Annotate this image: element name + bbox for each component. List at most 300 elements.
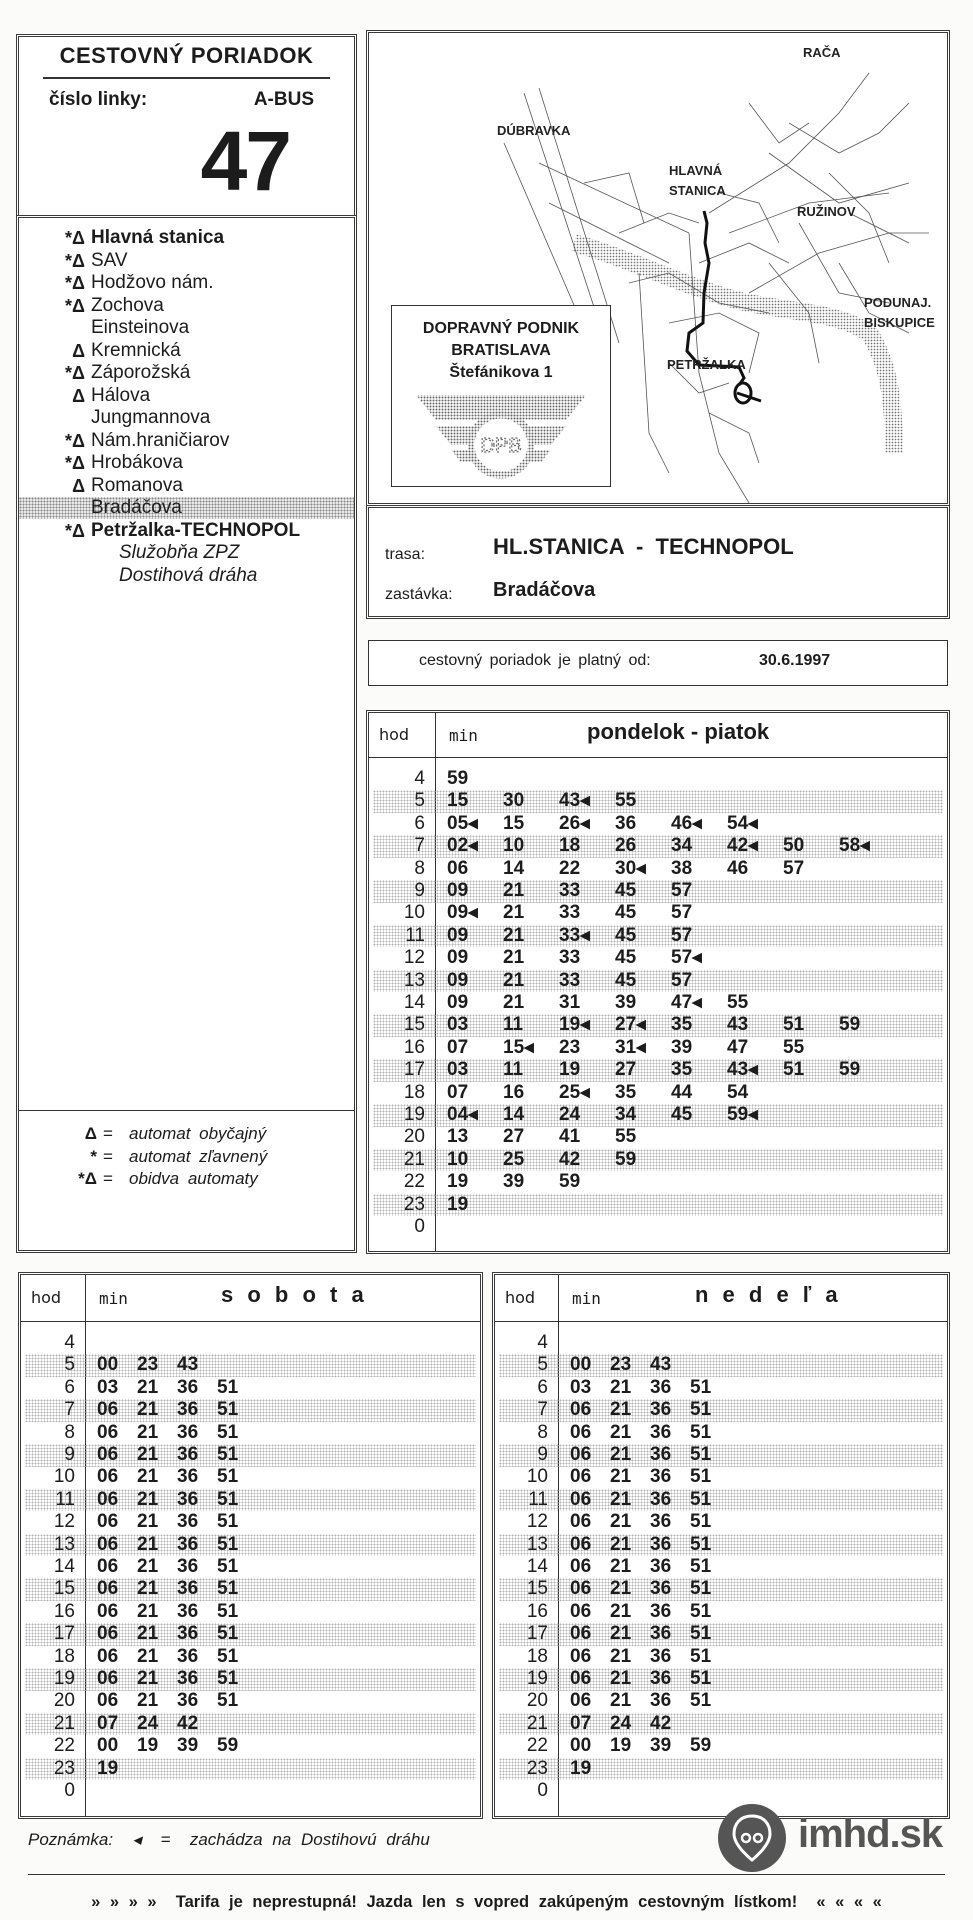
dpb-logo-icon — [411, 390, 591, 480]
timetable-row — [373, 1059, 943, 1082]
timetable-sunday — [492, 1272, 950, 1819]
departure-minute: 06 — [97, 1690, 119, 1712]
hour: 18 — [403, 1081, 425, 1103]
departure-minute: 51 — [217, 1444, 239, 1465]
departure-minute: 21 — [503, 969, 525, 991]
hour-column-label: hod — [31, 1288, 62, 1307]
departure-minute: 36 — [177, 1376, 199, 1398]
stop-name: Hlavná stanica — [91, 227, 225, 248]
departures — [97, 1713, 217, 1736]
vehicle-type: A-BUS — [253, 89, 314, 110]
departure-minute: 21 — [137, 1511, 159, 1533]
departure-minute: 23 — [610, 1354, 632, 1376]
ticket-machine-icon: Δ — [72, 475, 85, 496]
departure-minute: 42 — [559, 1148, 581, 1170]
departures — [447, 947, 727, 970]
stop-name: Služobňa ZPZ — [119, 542, 240, 563]
departure-minute: 36 — [650, 1399, 672, 1421]
map-label-podunaj-2: BISKUPICE — [864, 315, 935, 330]
hour: 10 — [53, 1466, 75, 1488]
timetable-row — [373, 1171, 943, 1194]
timetable-row — [499, 1444, 943, 1467]
departure-minute: 36 — [177, 1421, 199, 1443]
departures — [570, 1511, 730, 1534]
departures — [570, 1623, 730, 1646]
departure-minute: 43 — [177, 1354, 199, 1376]
departures — [447, 992, 783, 1015]
timetable-header — [21, 1275, 480, 1322]
hour: 23 — [403, 1193, 425, 1215]
departure-minute: 31 — [559, 992, 581, 1013]
line-header — [16, 34, 357, 218]
departure-minute: 06 — [97, 1399, 119, 1421]
departure-minute: 51 — [690, 1578, 712, 1600]
stop-name: Hodžovo nám. — [91, 272, 214, 293]
departures — [570, 1735, 730, 1758]
departure-minute: 51 — [783, 1014, 805, 1036]
note: Poznámka: ◂ = zachádza na Dostihovú dráhu — [28, 1830, 430, 1849]
timetable-row — [373, 1082, 943, 1105]
legend-text: automat obyčajný — [129, 1124, 267, 1143]
line-number: 47 — [200, 114, 290, 208]
timetable-row — [499, 1556, 943, 1579]
stop-name: Hálova — [91, 384, 151, 406]
departure-minute: 06 — [97, 1600, 119, 1622]
departure-minute: 51 — [690, 1533, 712, 1555]
timetable-row — [25, 1377, 476, 1400]
hour: 16 — [526, 1600, 548, 1622]
departure-minute: 57 — [783, 857, 805, 879]
departures — [447, 1037, 839, 1060]
hour: 8 — [414, 857, 425, 879]
departure-minute: 21 — [503, 924, 525, 946]
hour: 22 — [526, 1735, 548, 1757]
departures — [570, 1601, 730, 1624]
timetable-row — [25, 1735, 476, 1758]
departure-minute-via-dostihova: 25◂ — [559, 1081, 590, 1103]
departure-minute-via-dostihova: 54◂ — [727, 812, 758, 834]
timetable-row — [373, 768, 943, 791]
departure-minute: 21 — [137, 1488, 159, 1510]
departure-minute: 45 — [615, 902, 637, 924]
departure-minute: 09 — [447, 880, 469, 901]
departure-minute: 42 — [177, 1712, 199, 1734]
departure-minute: 26 — [615, 835, 637, 857]
hour: 11 — [405, 924, 425, 946]
departure-minute: 36 — [177, 1645, 199, 1667]
hour: 4 — [414, 768, 425, 789]
departure-minute: 57 — [671, 902, 693, 924]
timetable-row — [373, 1149, 943, 1172]
departure-minute-via-dostihova: 59◂ — [727, 1104, 758, 1125]
departure-minute: 23 — [559, 1036, 581, 1058]
departure-minute-via-dostihova: 27◂ — [615, 1014, 646, 1036]
timetable-row — [25, 1668, 476, 1691]
departure-minute-via-dostihova: 26◂ — [559, 812, 590, 834]
hour: 21 — [526, 1712, 548, 1734]
departure-minute: 21 — [503, 992, 525, 1013]
stop-item — [19, 407, 354, 429]
hour: 6 — [414, 812, 425, 834]
departure-minute: 51 — [690, 1488, 712, 1510]
hour: 5 — [64, 1354, 75, 1376]
timetable-row — [373, 992, 943, 1015]
hour: 9 — [537, 1444, 548, 1465]
departure-minute: 51 — [217, 1488, 239, 1510]
departures — [97, 1735, 257, 1758]
departure-minute: 21 — [610, 1488, 632, 1510]
timetable-row — [499, 1646, 943, 1669]
departure-minute: 21 — [610, 1511, 632, 1533]
timetable-header — [495, 1275, 947, 1322]
departure-minute: 22 — [559, 857, 581, 879]
hour: 22 — [403, 1171, 425, 1193]
departure-minute: 39 — [650, 1735, 672, 1757]
hour: 17 — [526, 1623, 548, 1645]
departures — [570, 1758, 610, 1781]
departure-minute-via-dostihova: 46◂ — [671, 812, 702, 834]
departure-minute: 21 — [503, 902, 525, 924]
departure-minute: 00 — [570, 1735, 592, 1757]
timetable-row — [373, 1014, 943, 1037]
departure-minute-via-dostihova: 43◂ — [727, 1059, 758, 1081]
departure-minute: 36 — [177, 1578, 199, 1600]
hour: 0 — [64, 1780, 75, 1801]
stop-name: Einsteinova — [91, 317, 190, 338]
departure-minute: 11 — [503, 1059, 524, 1081]
departure-minute: 51 — [690, 1623, 712, 1645]
departure-minute-via-dostihova: 09◂ — [447, 902, 478, 924]
departure-minute: 21 — [610, 1376, 632, 1398]
departure-minute: 51 — [690, 1466, 712, 1488]
hour: 19 — [403, 1104, 425, 1125]
legend-symbol: *Δ — [78, 1169, 97, 1188]
departure-minute-via-dostihova: 31◂ — [615, 1036, 646, 1058]
departures — [97, 1466, 257, 1489]
hour: 6 — [537, 1376, 548, 1398]
departure-minute: 03 — [447, 1014, 469, 1036]
timetable-row — [499, 1354, 943, 1377]
departure-minute: 36 — [177, 1668, 199, 1689]
departure-minute: 51 — [690, 1421, 712, 1443]
departure-minute: 21 — [503, 880, 525, 901]
timetable-row — [25, 1399, 476, 1422]
map-label-podunaj-1: PODUNAJ. — [864, 295, 932, 310]
validity — [368, 640, 948, 686]
departure-minute-via-dostihova: 05◂ — [447, 812, 478, 834]
departure-minute: 15 — [447, 790, 469, 812]
departure-minute: 35 — [671, 1014, 693, 1036]
timetable-row — [373, 813, 943, 836]
departure-minute: 21 — [610, 1690, 632, 1712]
departure-minute: 39 — [503, 1171, 525, 1193]
map-label-ruzinov: RUŽINOV — [797, 204, 856, 219]
departure-minute: 06 — [570, 1600, 592, 1622]
departure-minute: 21 — [137, 1421, 159, 1443]
departure-minute: 21 — [137, 1444, 159, 1465]
departure-minute: 19 — [137, 1735, 159, 1757]
timetable-row — [499, 1332, 943, 1355]
departures — [570, 1466, 730, 1489]
minute-column-label: min — [572, 1289, 601, 1308]
hour-column-label: hod — [505, 1288, 536, 1307]
departure-minute: 51 — [690, 1556, 712, 1577]
departures — [447, 813, 783, 836]
departures — [97, 1444, 257, 1467]
hour: 12 — [526, 1511, 548, 1533]
header-divider — [43, 77, 330, 79]
hour: 20 — [403, 1126, 425, 1148]
departures — [570, 1668, 730, 1691]
departures — [570, 1489, 730, 1512]
legend-item — [19, 1123, 319, 1145]
departure-minute: 19 — [559, 1059, 581, 1081]
map-label-petrzalka: PETRŽALKA — [667, 357, 746, 372]
hour: 0 — [414, 1216, 425, 1237]
departure-minute: 51 — [217, 1466, 239, 1488]
departure-minute: 45 — [615, 924, 637, 946]
departure-minute: 51 — [690, 1444, 712, 1465]
departure-minute: 06 — [570, 1623, 592, 1645]
departures — [447, 858, 839, 881]
departure-minute: 09 — [447, 947, 469, 969]
stop-item — [19, 565, 354, 587]
departure-minute: 21 — [610, 1600, 632, 1622]
minute-column-label: min — [449, 726, 478, 745]
departure-minute-via-dostihova: 04◂ — [447, 1104, 478, 1125]
departure-minute: 33 — [559, 902, 581, 924]
timetable-row — [25, 1758, 476, 1781]
footer-divider — [28, 1874, 945, 1875]
departure-minute: 41 — [559, 1126, 581, 1148]
departure-minute: 51 — [690, 1399, 712, 1421]
timetable-header — [369, 713, 947, 758]
departure-minute-via-dostihova: 30◂ — [615, 857, 646, 879]
timetable-row — [373, 925, 943, 948]
departure-minute: 06 — [570, 1511, 592, 1533]
departures — [97, 1489, 257, 1512]
departure-minute: 14 — [503, 1104, 525, 1125]
timetable-row — [25, 1646, 476, 1669]
departure-minute: 24 — [559, 1104, 581, 1125]
departure-minute: 15 — [503, 812, 525, 834]
map-label-dubravka: DÚBRAVKA — [497, 123, 571, 138]
departure-minute-via-dostihova: 19◂ — [559, 1014, 590, 1036]
timetable-row — [25, 1578, 476, 1601]
departure-minute: 19 — [610, 1735, 632, 1757]
timetable-row — [373, 1216, 943, 1239]
departures — [447, 1059, 895, 1082]
departure-minute: 06 — [97, 1466, 119, 1488]
departure-minute: 19 — [447, 1193, 469, 1215]
departure-minute: 06 — [97, 1623, 119, 1645]
departure-minute: 59 — [217, 1735, 239, 1757]
departure-minute: 06 — [97, 1556, 119, 1577]
stop-item — [19, 385, 354, 407]
departure-minute: 36 — [177, 1690, 199, 1712]
stop-item — [19, 250, 354, 272]
departures — [447, 768, 503, 791]
departure-minute: 06 — [97, 1578, 119, 1600]
operator-city: BRATISLAVA — [451, 342, 551, 359]
hour: 15 — [526, 1578, 548, 1600]
departure-minute: 34 — [615, 1104, 637, 1125]
departure-minute: 21 — [610, 1578, 632, 1600]
map-label-hlavna-1: HLAVNÁ — [669, 163, 723, 178]
minute-column-label: min — [99, 1289, 128, 1308]
timetable-row — [25, 1354, 476, 1377]
stop-name: Nám.hraničiarov — [91, 429, 230, 451]
departure-minute: 21 — [610, 1421, 632, 1443]
legend-symbol: * — [90, 1146, 97, 1166]
ticket-machine-icon: *Δ — [65, 520, 85, 541]
operator-name: DOPRAVNÝ PODNIK — [422, 320, 580, 337]
departure-minute: 06 — [570, 1556, 592, 1577]
stop-item — [19, 340, 354, 362]
day-type-title: pondelok - piatok — [587, 719, 770, 744]
departure-minute: 11 — [503, 1014, 524, 1036]
departure-minute: 06 — [570, 1444, 592, 1465]
departure-minute: 10 — [447, 1148, 469, 1170]
departures — [97, 1422, 257, 1445]
timetable-row — [499, 1623, 943, 1646]
hour: 17 — [53, 1623, 75, 1645]
timetable-row — [373, 1037, 943, 1060]
stop-item — [19, 452, 354, 474]
departure-minute: 21 — [137, 1623, 159, 1645]
departure-minute: 03 — [570, 1376, 592, 1398]
departure-minute: 51 — [217, 1399, 239, 1421]
departures — [447, 1104, 783, 1127]
departure-minute: 57 — [671, 880, 693, 901]
timetable-row — [25, 1713, 476, 1736]
hour: 9 — [64, 1444, 75, 1465]
departure-minute: 36 — [650, 1466, 672, 1488]
departures — [447, 902, 727, 925]
departure-minute: 59 — [839, 1014, 861, 1036]
departures — [570, 1578, 730, 1601]
departure-minute: 36 — [650, 1376, 672, 1398]
departure-minute: 21 — [137, 1690, 159, 1712]
departure-minute: 39 — [671, 1036, 693, 1058]
timetable-row — [373, 902, 943, 925]
departures — [97, 1354, 217, 1377]
hour: 14 — [526, 1556, 548, 1577]
timetable-row — [373, 1194, 943, 1217]
departure-minute: 06 — [570, 1690, 592, 1712]
departure-minute: 06 — [570, 1466, 592, 1488]
stop-name: Hrobákova — [91, 452, 183, 473]
departure-minute: 51 — [217, 1578, 239, 1600]
svg-text:DPB: DPB — [480, 435, 522, 457]
departure-minute: 36 — [650, 1578, 672, 1600]
hour: 18 — [53, 1645, 75, 1667]
legend-equals: = — [103, 1146, 113, 1166]
departures — [97, 1668, 257, 1691]
departure-minute: 44 — [671, 1081, 693, 1103]
timetable-row — [499, 1601, 943, 1624]
stop-name: Dostihová dráha — [119, 564, 258, 586]
departures — [97, 1377, 257, 1400]
hour: 5 — [414, 790, 425, 812]
hour: 10 — [526, 1466, 548, 1488]
departures — [447, 790, 671, 813]
departure-minute: 21 — [610, 1466, 632, 1488]
departure-minute: 21 — [610, 1623, 632, 1645]
departure-minute: 59 — [615, 1148, 637, 1170]
departure-minute: 51 — [690, 1668, 712, 1689]
departure-minute: 24 — [610, 1712, 632, 1734]
departures — [97, 1578, 257, 1601]
departure-minute: 36 — [650, 1533, 672, 1555]
departure-minute: 21 — [610, 1444, 632, 1465]
departure-minute: 21 — [610, 1556, 632, 1577]
departure-minute: 39 — [177, 1735, 199, 1757]
departure-minute: 45 — [671, 1104, 693, 1125]
departure-minute-via-dostihova: 02◂ — [447, 835, 478, 857]
timetable-title: CESTOVNÝ PORIADOK — [59, 43, 314, 68]
legend-equals: = — [103, 1124, 113, 1143]
timetable-row — [499, 1713, 943, 1736]
timetable-row — [25, 1690, 476, 1713]
departure-minute: 51 — [690, 1690, 712, 1712]
departure-minute: 06 — [97, 1645, 119, 1667]
departures — [447, 970, 727, 993]
departure-minute: 21 — [503, 947, 525, 969]
map-label-raca: RAČA — [803, 45, 841, 60]
stop-name: Bradáčova — [91, 497, 182, 518]
departure-minute: 51 — [217, 1556, 239, 1577]
departure-minute: 21 — [137, 1466, 159, 1488]
ticket-machine-icon: *Δ — [65, 363, 85, 383]
imhd-text: imhd.sk — [798, 1812, 943, 1856]
departure-minute: 00 — [97, 1354, 119, 1376]
hour: 13 — [53, 1533, 75, 1555]
timetable-row — [373, 858, 943, 881]
timetable-row — [499, 1735, 943, 1758]
ticket-machine-icon: *Δ — [65, 228, 85, 248]
hour: 16 — [53, 1600, 75, 1622]
departure-minute: 21 — [137, 1578, 159, 1600]
departures — [447, 1171, 615, 1194]
timetable-row — [499, 1377, 943, 1400]
hour: 14 — [403, 992, 425, 1013]
departure-minute: 46 — [727, 857, 749, 879]
hour: 10 — [403, 902, 425, 924]
timetable-row — [25, 1534, 476, 1557]
stop-item — [19, 520, 354, 542]
departure-minute: 59 — [447, 768, 469, 789]
timetable-row — [499, 1690, 943, 1713]
current-stop: Bradáčova — [493, 579, 596, 601]
timetable-row — [25, 1422, 476, 1445]
timetable-row — [25, 1601, 476, 1624]
departures — [570, 1422, 730, 1445]
departure-minute: 42 — [650, 1712, 672, 1734]
timetable-row — [499, 1780, 943, 1803]
hour: 15 — [53, 1578, 75, 1600]
departures — [447, 1082, 783, 1105]
timetable-row — [25, 1780, 476, 1803]
stop-item — [19, 227, 354, 249]
departure-minute: 06 — [97, 1668, 119, 1689]
departure-minute: 51 — [217, 1511, 239, 1533]
departures — [570, 1377, 730, 1400]
ticket-machine-icon: *Δ — [65, 430, 85, 451]
departure-minute: 06 — [570, 1533, 592, 1555]
departure-minute: 36 — [650, 1511, 672, 1533]
departure-minute: 54 — [727, 1081, 749, 1103]
